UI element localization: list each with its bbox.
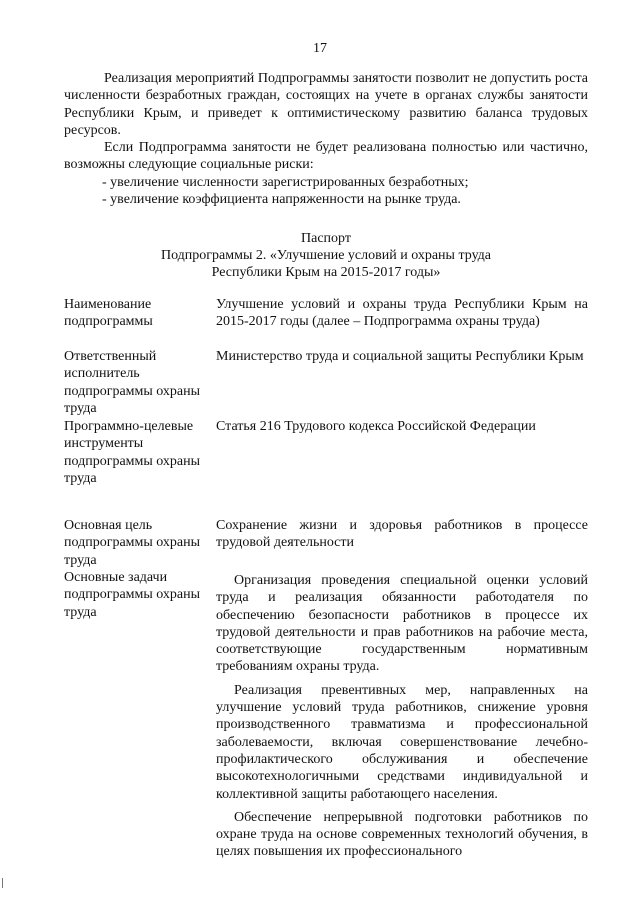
row-value-goal-text: Сохранение жизни и здоровья работников в процессе трудовой деятельности [216, 518, 588, 551]
passport-heading [64, 231, 588, 281]
row-label-executor: Ответственный исполнитель подпрограммы охраны труда [64, 349, 201, 416]
row-value-goal [216, 517, 588, 552]
page-number: 17 [313, 41, 327, 56]
row-value-executor-text: Министерство труда и социальной защиты Республики Крым [216, 349, 584, 364]
intro-section [64, 70, 588, 208]
row-label-tasks: Основные задачи подпрограммы охраны труда [64, 570, 201, 620]
task-paragraph-1: Организация проведения специальной оценки условий труда и реализация обязанности работодателя по обеспечению безопасности работников в процессе их трудовой деятельности и прав работников на рабочие места, соответствующие государственным нормативным требованиям охраны труда. [216, 573, 588, 675]
heading-title: Паспорт [301, 231, 351, 246]
row-value-name-text: Улучшение условий и охраны труда Республики Крым на 2015-2017 годы (далее – Подпрограмма охраны труда) [216, 297, 588, 330]
heading-subtitle-line-1: Подпрограммы 2. «Улучшение условий и охраны труда [160, 247, 492, 263]
task-paragraph-2: Реализация превентивных мер, направленных на улучшение условий труда работников, снижение уровня производственного травматизма и профессиональной заболеваемости, включая совершенствование лечебно-профилактического обслуживания и обеспечение высокотехнологичными средствами индивидуальной и коллективной защиты работающего населения. [216, 682, 588, 802]
task-paragraph-3: Обеспечение непрерывной подготовки работников по охране труда на основе современных технологий обучения, в целях повышения их профессионального [216, 809, 588, 860]
row-value-instruments [216, 418, 588, 435]
row-value-tasks [216, 572, 588, 861]
risk-item-2: - увеличение коэффициента напряженности на рынке труда. [102, 192, 461, 208]
row-value-name [216, 296, 588, 331]
row-label-goal: Основная цель подпрограммы охраны труда [64, 518, 201, 568]
intro-paragraph-2: Если Подпрограмма занятости не будет реализована полностью или частично, возможны следующие социальные риски: [64, 140, 588, 173]
row-label-instruments: Программно-целевые инструменты подпрограммы охраны труда [64, 419, 201, 486]
heading-subtitle-line-2: Республики Крым на 2015-2017 годы» [211, 264, 441, 280]
intro-paragraph-1: Реализация мероприятий Подпрограммы занятости позволит не допустить роста численности безработных граждан, состоящих на учете в органах службы занятости Республики Крым, и приведет к оптимистическому развитию баланса трудовых ресурсов. [64, 71, 588, 138]
risk-item-1: - увеличение численности зарегистрированных безработных; [102, 174, 469, 190]
scan-edge-mark [2, 878, 3, 888]
row-value-executor [216, 348, 588, 365]
row-value-instruments-text: Статья 216 Трудового кодекса Российской Федерации [216, 419, 536, 434]
row-label-name: Наименование подпрограммы [64, 297, 153, 330]
